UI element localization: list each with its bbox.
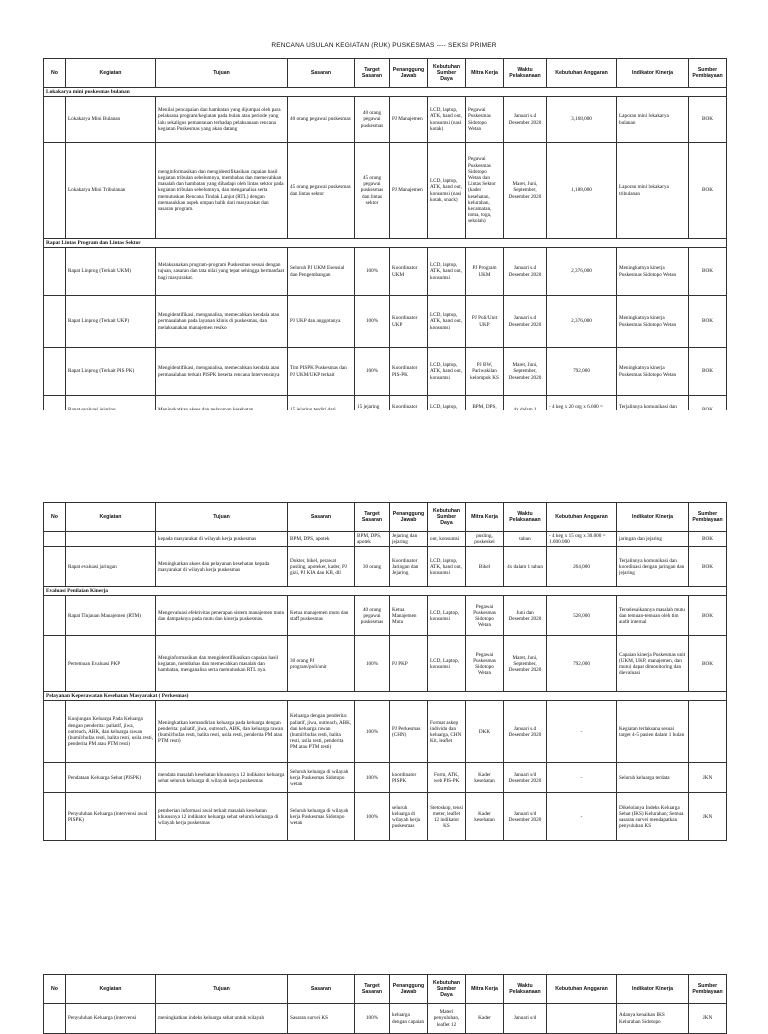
page-gap [0,410,768,498]
section-row [44,692,727,701]
header-pembiayaan: Sumber Pembiayaan [689,975,727,1004]
header-indikator: Indikator Kinerja [617,503,689,532]
table-row: Rapat Linprog (Terkait UKP) Mengidentifikasi, menganalisa, memecahkan kendala atau permasalahan pada layanan klinis di puskesmas, dan melaksanakan manajemen resiko PJ UKP dan anggotanya 100% Koordinator UKP LCD, laptop, ATK, hand out, konsumsi PJ Poli/Unit UKP Januari s.d Desember 2020 2,376,000 Meningkatnya kinerja Puskesmas Sidotopo Wetan BOK [44,296,727,348]
section-title: Pelayanan Keperawatan Kesehatan Masyarakat ( Perkesmas) [44,692,727,701]
header-pj: Penanggung Jawab [390,59,428,88]
header-sasaran: Sasaran [288,59,355,88]
header-kegiatan: Kegiatan [66,503,156,532]
header-tujuan: Tujuan [156,59,288,88]
page-3 [0,972,768,1028]
header-sumber-daya: Kebutuhan Sumber Daya [428,975,466,1004]
table-row: Rapat Tinjauan Manajemen (RTM) Mengevaluasi efektivitas penerapan sistem manajemen mutu dan dampaknya pada mutu dan kinerja puskesmas. Ketua manajemen mutu dan staff puskesmas 40 orang pegawai puskesmas Ketua Manajemen Mutu LCD, Laptop, konsumsi Pegawai Puskesmas Sidotopo Wetan Juni dan Desember 2020 528,000 Terselesaikannya masalah mutu dan temuan-temuan oleh tim audit internal BOK [44,596,727,636]
header-pj: Penanggung Jawab [390,503,428,532]
table-row: Kunjungan Keluarga Pada Keluarga dengan penderita: paliatif, jiwa, outreach, ABK, dan keluarga rawan (bumil/bufas resti, balita resti, usila resti, penderita PM atau PTM resti) Meningkatkan kemandirian keluarga pada keluarga dengan penderita: paliatif, jiwa, outreach, ABK, dan keluarga rawan (bumil/bufas resti, balita resti, usila resti, penderita PM atau PTM resti) Keluarga dengan penderita: paliatif, jiwa, outreach, ABK, dan keluarga rawan (bumil/bufas resti, balita resti, usila resti, penderita PM atau PTM resti) 100% PJ Perkesmas (CHN) Format askep individu dan keluarga, CHN Kit, leaflet DKK Januari s.d Desember 2020 - Kegiatan terlaksana sesuai target 4-5 pasien dalam 1 bulan [44,701,727,763]
section-row [44,88,727,97]
header-kegiatan: Kegiatan [66,59,156,88]
header-sumber-daya: Kebutuhan Sumber Daya [428,59,466,88]
table-row: Rapat Linprog (Terkait UKM) Melaksanakan program-program Puskesmas sesuai dengan tujuan, sasaran dan tata nilai yang tepat sehingga bermanfaat bagi masyarakat. Seluruh PJ UKM Esensial dan Pengembangan 100% Koordinator UKM LCD, laptop, ATK, hand out, konsumsi PJ Program UKM Januari s.d Desember 2020 2,376,000 Meningkatnya kinerja Puskesmas Sidotopo Wetan BOK [44,248,727,296]
table-row: Penyuluhan Keluarga (intervensi awal PISPK) pemberian informasi awal terkait masalah kesehatan khususnya 12 indikator keluarga sehat seluruh keluarga di wilayah kerja puskesmas Seluruh keluarga di wilayah kerja Puskesmas Sidotopo wetan 100% seluruh keluarga di wilayah kerja puskesmas Stetoskop, tensi meter, leaflet 12 indikator KS Kader kesehatan Januari s/d Desember 2020 - Dikelolanya Indeks Keluarga Sehat (IKS) Kelurahan; Semua sasaran survei mendapatkan penyuluhan KS JKN [44,793,727,841]
header-no: No [44,975,66,1004]
section-title: Rapat Lintas Program dan Lintas Sektor [44,239,727,248]
header-target: Target Sasaran [355,503,390,532]
table-row: Lokakarya Mini Bulanan Menilai pencapaian dan hambatan yang dijumpai oleh para pelaksana program/kegiatan pada bulan atau periode yang lalu sekaligus pemantauan terhadap pelaksanaan rencana kegiatan Puskesmas yang akan datang 40 orang pegawai puskesmas 40 orang pegawai puskesmas PJ Manajemen LCD, laptop, ATK, hand out, konsumsi (nasi kotak) Pegawai Puskesmas Sidotopo Wetan Januari s.d Desember 2020 3,168,000 Laporan mini lokakarya bulanan BOK [44,97,727,143]
table-row: Rapat evaluasi jaringan Meningkatkan akses dan pelayanan kesehatan kepada masyarakat di wilayah kerja puskesmas Dokter, bikel, perawat pusling, apoteker, kader, PJ gizi, PJ KIA dan KB, dll 30 orang Koordinator Jaringan dan Jejaring LCD, laptop, ATK, hand out, konsumsi Bikel 4x dalam 1 tahun 264,000 Terjalinnya komunikasi dan koordinasi dengan jaringan dan jejaring BOK [44,547,727,587]
ruk-table-page-3 [43,974,727,1034]
header-pembiayaan: Sumber Pembiayaan [689,59,727,88]
header-no: No [44,59,66,88]
header-pembiayaan: Sumber Pembiayaan [689,503,727,532]
header-no: No [44,503,66,532]
section-row [44,239,727,248]
header-target: Target Sasaran [355,975,390,1004]
header-waktu: Waktu Pelaksanaan [504,503,547,532]
header-waktu: Waktu Pelaksanaan [504,59,547,88]
header-kegiatan: Kegiatan [66,975,156,1004]
page-1 [0,0,768,410]
section-title: Evaluasi Penilaian Kinerja [44,587,727,596]
header-sasaran: Sasaran [288,975,355,1004]
section-title: Lokakarya mini puskesmas bulanan [44,88,727,97]
ruk-table-page-2 [43,502,727,841]
header-mitra: Mitra Kerja [466,59,504,88]
header-mitra: Mitra Kerja [466,975,504,1004]
header-pj: Penanggung Jawab [390,975,428,1004]
header-sumber-daya: Kebutuhan Sumber Daya [428,503,466,532]
header-target: Target Sasaran [355,59,390,88]
header-sasaran: Sasaran [288,503,355,532]
header-tujuan: Tujuan [156,503,288,532]
table-row: Pertemuan Evaluasi PKP Menginformasikan dan mengidentifikasikan capaian hasil kegiatan, membahas dan memecahkan masalah dan hambatan, menganalisa serta memutuskan RTL nya. 30 orang PJ program/poli/unit 100% PJ PKP LCD, Laptop, konsumsi Pegawai Puskesmas Sidotopo Wetan Maret, Juni, September, Desember 2020 792,000 Capaian kinerja Puskesmas unit (UKM, UKP, manajemen, dan mutu) dapat dimonitoring dan dievaluasi BOK [44,636,727,692]
table-row: Lokakarya Mini Tribulanan menginformasikan dan mengidentifikasikan capaian hasil kegiatan tribulan sebelumnya, membahas dan memecahkan masalah dan hambatan yang dihadapi oleh lintas sektor pada kegiatan tribulan sebelumnya, dan menganalisa serta memutuskan Rencana Tindak Lanjut (RTL) dengan memasukkan aspek umpan balik dari masyarakat dan sasaran program. 45 orang pegawai puskesmas dan lintas sektor 45 orang pegawai puskesmas dan lintas sektor PJ Manajemen LCD, laptop, ATK, hand out, konsumsi (nasi kotak, snack) Pegawai Puskesmas Sidotopo Wetan dan Lintas Sektor (kader kesehatan, kelurahan, kecamatan, toma, toga, sekolah) Maret, Juni, September, Desember 2020 1,188,000 Laporan mini lokakarya tribulanan BOK [44,143,727,239]
header-indikator: Indikator Kinerja [617,59,689,88]
table-header [44,59,727,88]
table-row: Rapat Linprog (Terkait PIS PK) Mengidentifikasi, menganalisa, memecahkan kendala atau permasalahan terkait PISPK beserta rencana Intervensinya Tim PISPK Puskesmas dan PJ UKM/UKP terkait 100% Koordinator PIS-PK LCD, laptop, ATK, hand out, konsumsi PJ BW, Pariwakilan kelompok KS Maret, Juni, September, Desember 2020 792,000 Meningkatnya kinerja Puskesmas Sidotopo Wetan BOK [44,348,727,396]
header-anggaran: Kebutuhan Anggaran [547,503,617,532]
page-gap [0,862,768,974]
table-row: kepada masyarakat di wilayah kerja puskesmas BPM, DPS, apotek BPM, DPS, apotek Jejaring dan jejaring out, konsumsi pusling, poskeskel tahun - 4 keg x 15 org x 30.000 = 1.600.000 jaringan dan jejaring BOK [44,532,727,547]
header-anggaran: Kebutuhan Anggaran [547,975,617,1004]
ruk-table-page-1 [43,58,727,426]
header-anggaran: Kebutuhan Anggaran [547,59,617,88]
table-header [44,503,727,532]
header-tujuan: Tujuan [156,975,288,1004]
header-waktu: Waktu Pelaksanaan [504,975,547,1004]
table-header [44,975,727,1004]
section-row [44,587,727,596]
table-row: Penyuluhan Keluarga (intervensi meningkatkan indeks keluarga sehat untuk wilayah Sasaran survei KS 100% keluarga dengan capaian Materi penyuluhan, leaflet 12 Kader Januari s/d Adanya kenaikan IKS Kelurahan Sidotopo JKN [44,1004,727,1034]
header-indikator: Indikator Kinerja [617,975,689,1004]
table-row: Pendataan Keluarga Sehat (PISPK) mendata masalah kesehatan khususnya 12 indikator keluarga sehat seluruh keluarga di wilayah kerja puskesmas Seluruh keluarga di wilayah kerja Puskesmas Sidotopo wetan 100% koordinator PISPK Form, ATK, web PIS-PK Kader kesehatan Januari s/d Desember 2020 - Seluruh keluarga terdata JKN [44,763,727,793]
document-title: RENCANA USULAN KEGIATAN (RUK) PUSKESMAS ---- SEKSI PRIMER [271,42,497,49]
table-row: 15 jejaring Koordinator LCD, laptop, BPM, DPS, - 4 keg x 20 org x 6.600 = Terjalinnya komunikasi dan [44,396,727,426]
header-mitra: Mitra Kerja [466,503,504,532]
